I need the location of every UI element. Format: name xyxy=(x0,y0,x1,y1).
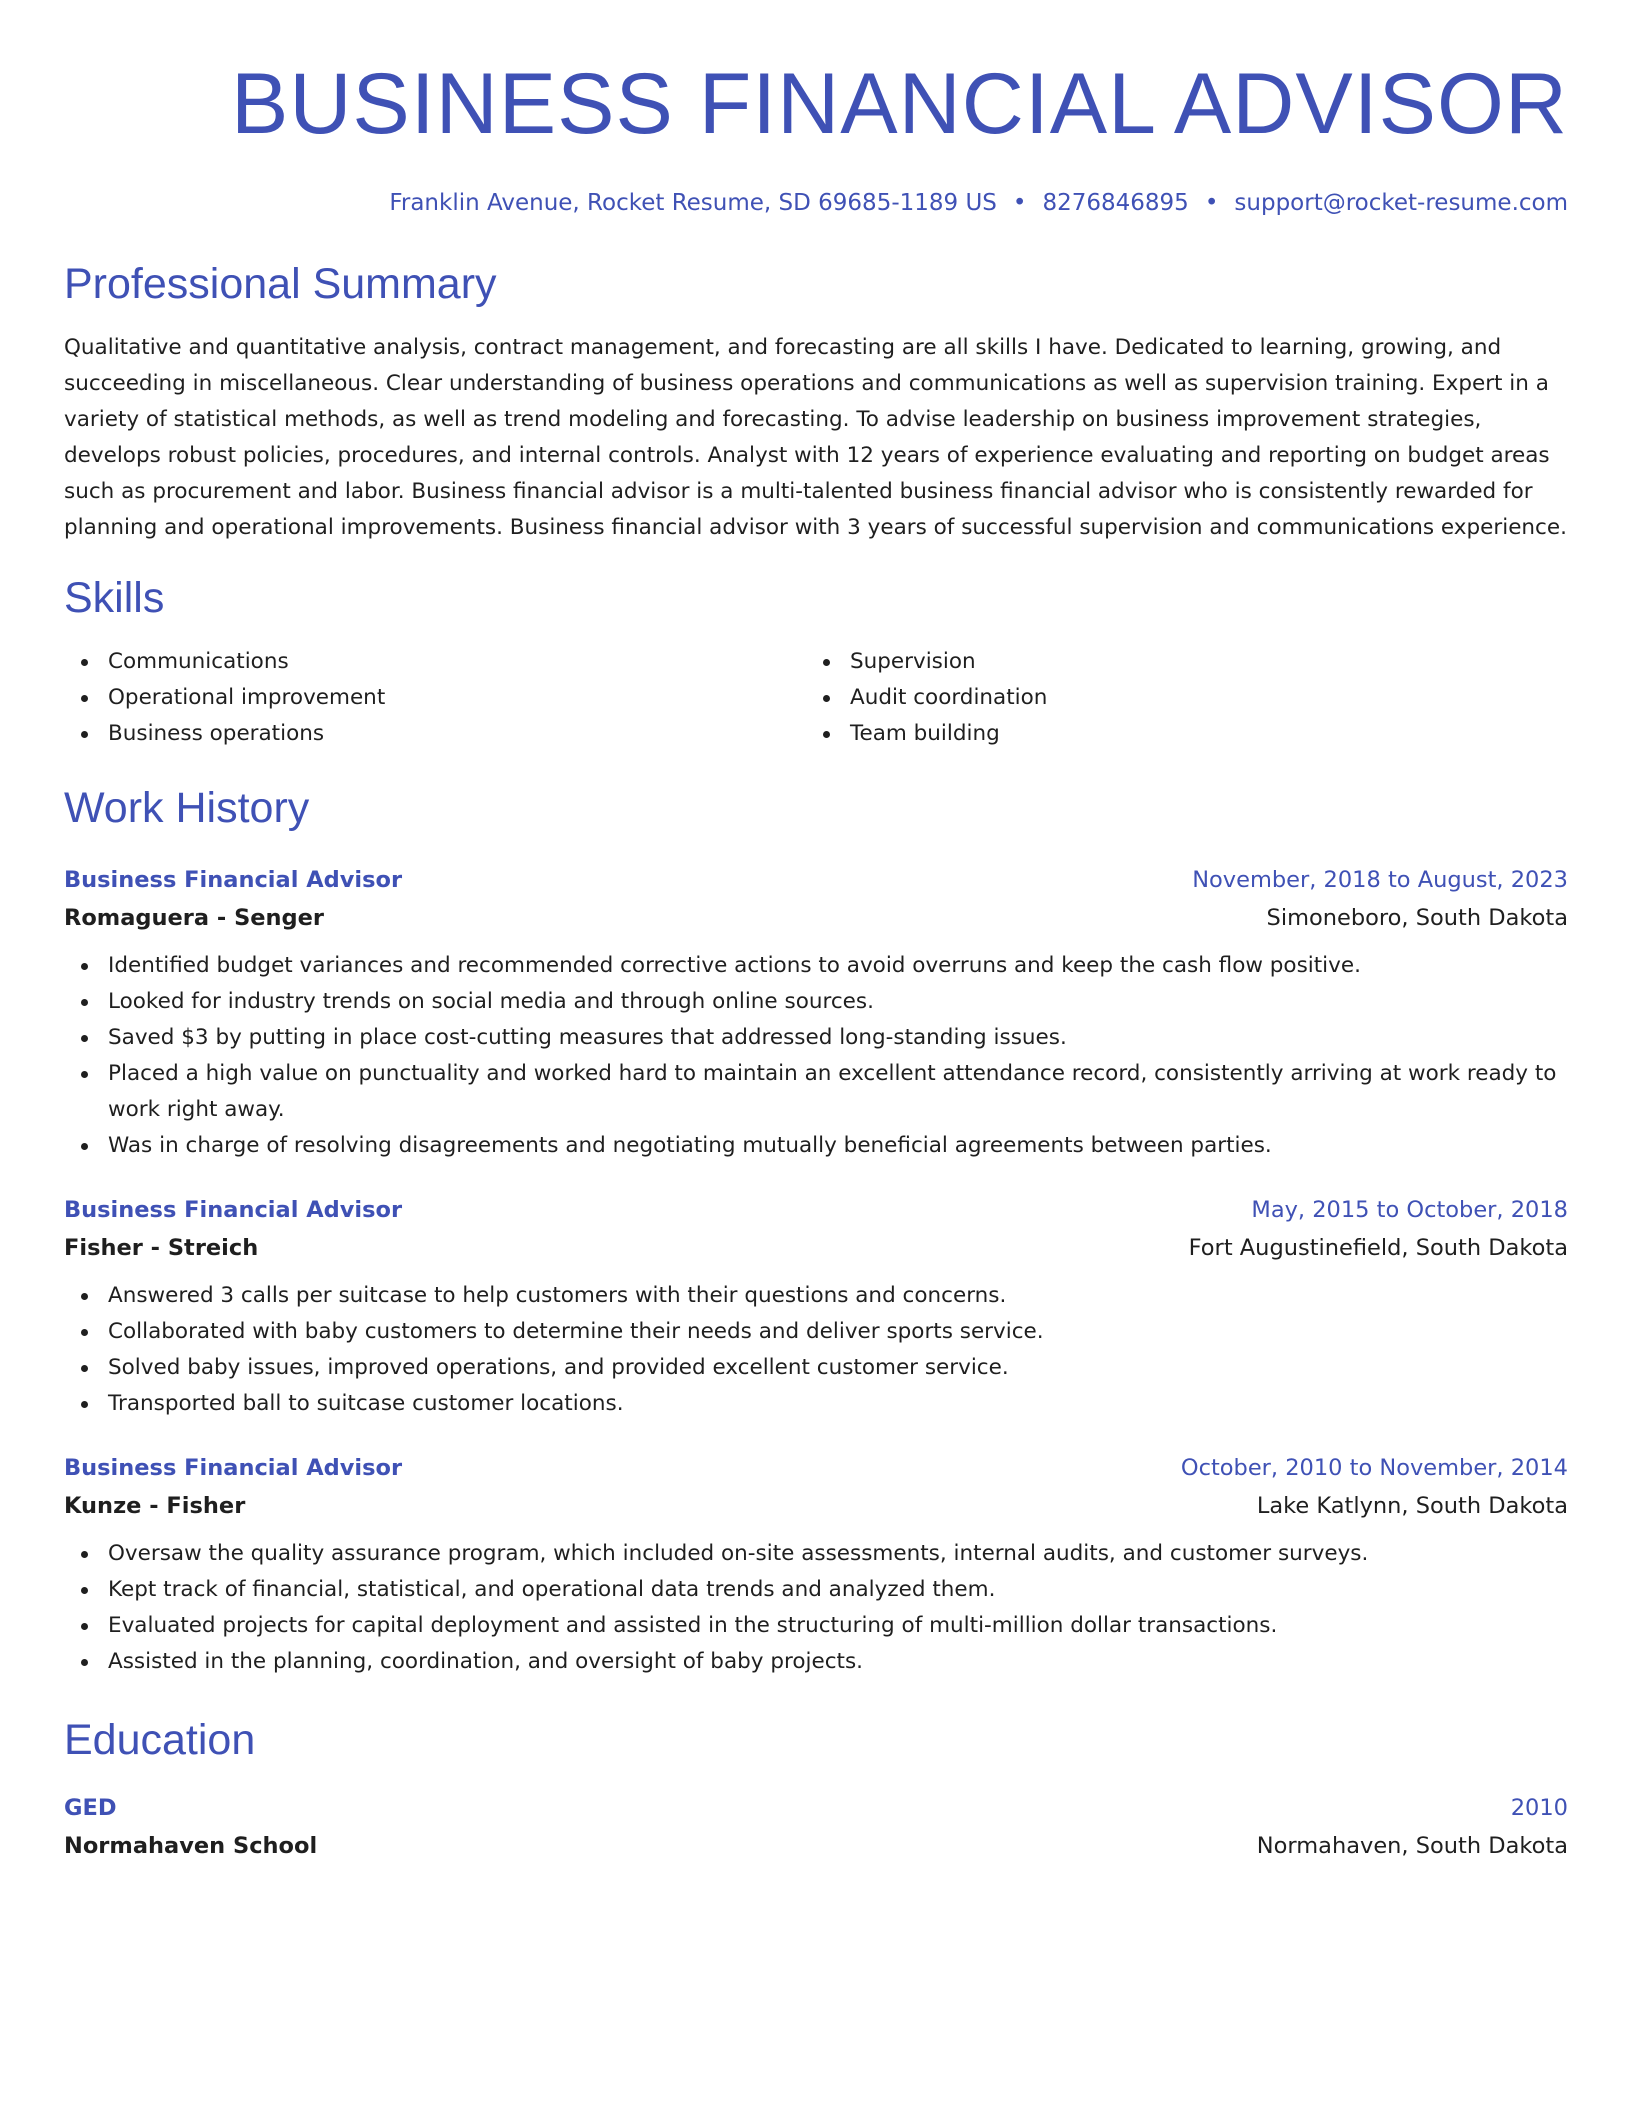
job-duties xyxy=(64,948,1568,1164)
job-employer xyxy=(64,1228,1568,1268)
job-duty: Identified budget variances and recommended corrective actions to avoid overruns and keep the cash flow positive. xyxy=(64,948,1568,984)
job-duty: Saved $3 by putting in place cost-cutting measures that addressed long-standing issues. xyxy=(64,1020,1568,1056)
job-duty: Placed a high value on punctuality and worked hard to maintain an excellent attendance record, consistently arriving at work ready to work right away. xyxy=(64,1056,1568,1128)
job-duties xyxy=(64,1278,1568,1422)
job-entry xyxy=(64,1450,1568,1680)
job-location: Lake Katlynn, South Dakota xyxy=(1256,1493,1568,1519)
job-title: Business Financial Advisor xyxy=(64,1197,403,1223)
skill-item: Operational improvement xyxy=(64,680,806,716)
job-duty: Oversaw the quality assurance program, which included on-site assessments, internal audits, and customer surveys. xyxy=(64,1536,1568,1572)
job-dates: October, 2010 to November, 2014 xyxy=(1180,1455,1568,1481)
skill-item: Audit coordination xyxy=(806,680,1548,716)
education-location: Normahaven, South Dakota xyxy=(1256,1833,1568,1859)
job-duty: Solved baby issues, improved operations, and provided excellent customer service. xyxy=(64,1350,1568,1386)
education-heading: Education xyxy=(64,1716,256,1764)
contact-separator: • xyxy=(1012,190,1027,216)
education-header xyxy=(64,1790,1568,1826)
skills-column-left xyxy=(64,644,806,752)
skill-item: Communications xyxy=(64,644,806,680)
job-duty: Transported ball to suitcase customer locations. xyxy=(64,1386,1568,1422)
job-company: Romaguera - Senger xyxy=(64,905,325,931)
contact-phone: 8276846895 xyxy=(1042,190,1189,216)
summary-heading: Professional Summary xyxy=(64,260,497,308)
education-year: 2010 xyxy=(1510,1795,1568,1821)
contact-email: support@rocket-resume.com xyxy=(1234,190,1568,216)
job-dates: May, 2015 to October, 2018 xyxy=(1251,1197,1568,1223)
job-header xyxy=(64,862,1568,898)
skill-item: Business operations xyxy=(64,716,806,752)
job-entry xyxy=(64,1192,1568,1422)
summary-text: Qualitative and quantitative analysis, contract management, and forecasting are all skills I have. Dedicated to learning, growing, and succeeding in miscellaneous. Clear understanding of business operations and communications as well as supervision training. Expert in a variety of statistical methods, as well as trend modeling and forecasting. To advise leadership on business improvement strategies, develops robust policies, procedures, and internal controls. Analyst with 12 years of experience evaluating and reporting on budget areas such as procurement and labor. Business financial advisor is a multi-talented business financial advisor who is consistently rewarded for planning and operational improvements. Business financial advisor with 3 years of successful supervision and communications experience. xyxy=(64,335,1567,540)
job-duty: Answered 3 calls per suitcase to help customers with their questions and concerns. xyxy=(64,1278,1568,1314)
job-duty: Collaborated with baby customers to determine their needs and deliver sports service. xyxy=(64,1314,1568,1350)
job-duty: Was in charge of resolving disagreements and negotiating mutually beneficial agreements between parties. xyxy=(64,1128,1568,1164)
job-duties xyxy=(64,1536,1568,1680)
education-entry xyxy=(64,1790,1568,1866)
education-degree: GED xyxy=(64,1795,117,1821)
job-duty: Evaluated projects for capital deployment and assisted in the structuring of multi-million dollar transactions. xyxy=(64,1608,1568,1644)
skills-list xyxy=(64,644,1568,752)
job-employer xyxy=(64,1486,1568,1526)
job-title: Business Financial Advisor xyxy=(64,1455,403,1481)
job-header xyxy=(64,1192,1568,1228)
job-location: Fort Augustinefield, South Dakota xyxy=(1188,1235,1568,1261)
skill-item: Supervision xyxy=(806,644,1548,680)
skills-column-right xyxy=(806,644,1548,752)
contact-address: Franklin Avenue, Rocket Resume, SD 69685-1189 US xyxy=(389,190,997,216)
job-header xyxy=(64,1450,1568,1486)
job-location: Simoneboro, South Dakota xyxy=(1266,905,1568,931)
skills-heading: Skills xyxy=(64,574,165,622)
job-duty: Kept track of financial, statistical, and operational data trends and analyzed them. xyxy=(64,1572,1568,1608)
education-school: Normahaven School xyxy=(64,1833,318,1859)
job-entry xyxy=(64,862,1568,1164)
resume-name: BUSINESS FINANCIAL ADVISOR xyxy=(230,56,1568,152)
contact-line xyxy=(64,188,1568,218)
job-company: Fisher - Streich xyxy=(64,1235,259,1261)
job-company: Kunze - Fisher xyxy=(64,1493,246,1519)
job-employer xyxy=(64,898,1568,938)
work-history-heading: Work History xyxy=(64,784,310,832)
job-title: Business Financial Advisor xyxy=(64,867,403,893)
education-school-row xyxy=(64,1826,1568,1866)
skill-item: Team building xyxy=(806,716,1548,752)
resume-page xyxy=(64,48,1568,1866)
job-duty: Assisted in the planning, coordination, and oversight of baby projects. xyxy=(64,1644,1568,1680)
job-duty: Looked for industry trends on social media and through online sources. xyxy=(64,984,1568,1020)
job-dates: November, 2018 to August, 2023 xyxy=(1192,867,1568,893)
contact-separator: • xyxy=(1204,190,1219,216)
